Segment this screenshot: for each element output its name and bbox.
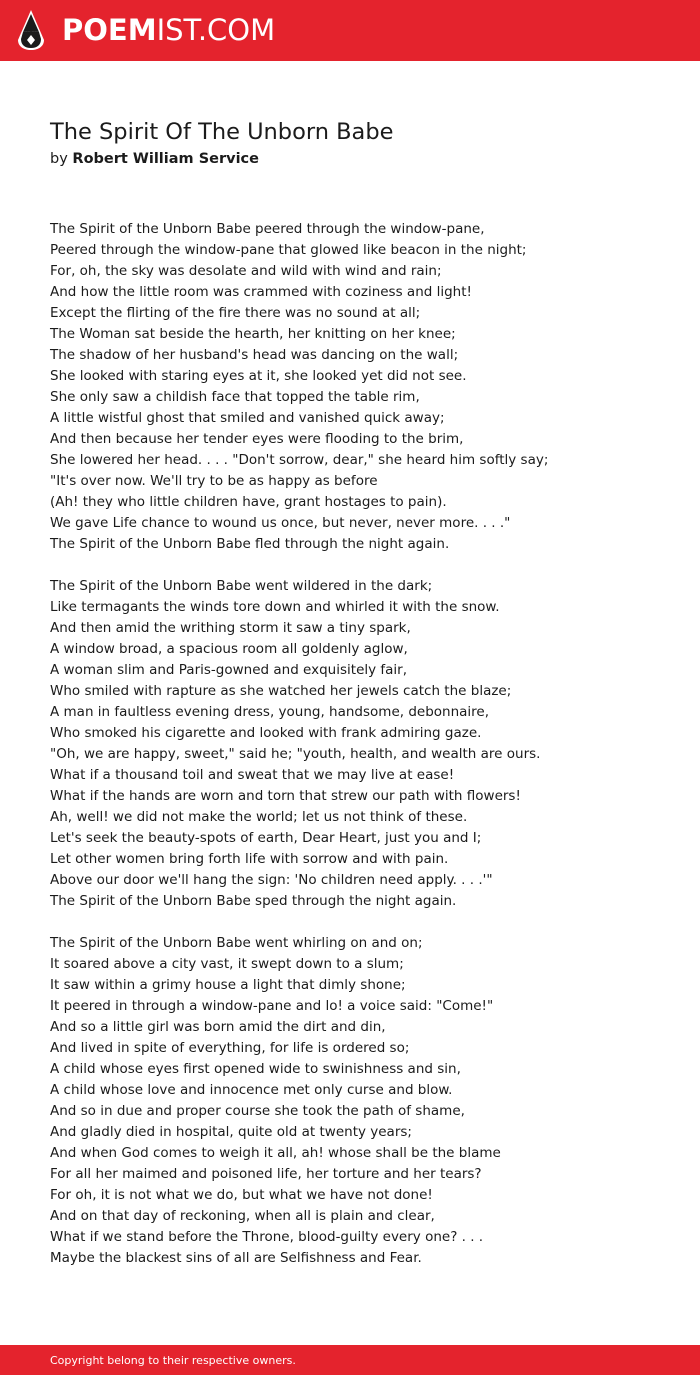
poem-line: A woman slim and Paris-gowned and exquisitely fair, — [50, 662, 408, 678]
poem-line: It peered in through a window-pane and lo! a voice said: "Come!" — [50, 998, 494, 1014]
poem-line: And how the little room was crammed with coziness and light! — [50, 284, 472, 300]
poem-line: Ah, well! we did not make the world; let us not think of these. — [50, 809, 468, 825]
poem-line: A window broad, a spacious room all goldenly aglow, — [50, 641, 408, 657]
site-header — [0, 0, 700, 61]
poem-line: What if a thousand toil and sweat that we may live at ease! — [50, 767, 455, 783]
poem-line: And gladly died in hospital, quite old at twenty years; — [50, 1124, 412, 1140]
poem-line: (Ah! they who little children have, grant hostages to pain). — [50, 494, 447, 510]
poem-line: Above our door we'll hang the sign: 'No children need apply. . . .'" — [50, 872, 493, 888]
poem-title: The Spirit Of The Unborn Babe — [50, 119, 394, 145]
poem-line: And so a little girl was born amid the dirt and din, — [50, 1019, 386, 1035]
poem-line: A child whose love and innocence met only curse and blow. — [50, 1082, 453, 1098]
logo-bold-text: POEM — [62, 13, 157, 47]
logo-light-text: IST.COM — [156, 13, 276, 47]
poem-line: She only saw a childish face that topped the table rim, — [50, 389, 420, 405]
poem-line: Except the flirting of the fire there was no sound at all; — [50, 305, 421, 321]
poem-line: The Woman sat beside the hearth, her knitting on her knee; — [50, 326, 456, 342]
poem-line: Who smoked his cigarette and looked with frank admiring gaze. — [50, 725, 482, 741]
stanza — [50, 933, 670, 1269]
poem-line: The shadow of her husband's head was dancing on the wall; — [50, 347, 459, 363]
poem-line: It soared above a city vast, it swept down to a slum; — [50, 956, 404, 972]
copyright-notice: Copyright belong to their respective owners. — [50, 1354, 296, 1367]
poem-line: She lowered her head. . . . "Don't sorrow, dear," she heard him softly say; — [50, 452, 549, 468]
poem-line: And so in due and proper course she took the path of shame, — [50, 1103, 465, 1119]
poem-line: A child whose eyes first opened wide to swinishness and sin, — [50, 1061, 461, 1077]
poem-line: For all her maimed and poisoned life, her torture and her tears? — [50, 1166, 482, 1182]
poem-line: What if the hands are worn and torn that strew our path with flowers! — [50, 788, 521, 804]
poem-line: And then because her tender eyes were flooding to the brim, — [50, 431, 464, 447]
poem-line: For oh, it is not what we do, but what we have not done! — [50, 1187, 433, 1203]
poem-line: The Spirit of the Unborn Babe peered through the window-pane, — [50, 221, 485, 237]
site-logo[interactable] — [62, 11, 275, 49]
poem-line: A little wistful ghost that smiled and vanished quick away; — [50, 410, 445, 426]
poem-line: For, oh, the sky was desolate and wild with wind and rain; — [50, 263, 442, 279]
poem-line: "Oh, we are happy, sweet," said he; "youth, health, and wealth are ours. — [50, 746, 541, 762]
poem-line: It saw within a grimy house a light that dimly shone; — [50, 977, 406, 993]
byline — [50, 149, 259, 169]
poem-line: Let's seek the beauty-spots of earth, Dear Heart, just you and I; — [50, 830, 482, 846]
site-footer — [0, 1345, 700, 1375]
poem-line: Peered through the window-pane that glowed like beacon in the night; — [50, 242, 527, 258]
author-name: Robert William Service — [72, 151, 259, 167]
poem-line: We gave Life chance to wound us once, but never, never more. . . ." — [50, 515, 511, 531]
poem-line: What if we stand before the Throne, blood-guilty every one? . . . — [50, 1229, 484, 1245]
stanza — [50, 576, 670, 912]
poem-line: She looked with staring eyes at it, she looked yet did not see. — [50, 368, 467, 384]
poem-line: The Spirit of the Unborn Babe went whirling on and on; — [50, 935, 423, 951]
poem-line: And when God comes to weigh it all, ah! whose shall be the blame — [50, 1145, 501, 1161]
poem-line: The Spirit of the Unborn Babe sped through the night again. — [50, 893, 457, 909]
stanza — [50, 219, 670, 555]
poem-body — [50, 219, 670, 1290]
poem-line: A man in faultless evening dress, young, handsome, debonnaire, — [50, 704, 490, 720]
poem-line: "It's over now. We'll try to be as happy as before — [50, 473, 378, 489]
poem-line: The Spirit of the Unborn Babe fled through the night again. — [50, 536, 450, 552]
poem-line: And lived in spite of everything, for life is ordered so; — [50, 1040, 410, 1056]
poem-line: And then amid the writhing storm it saw a tiny spark, — [50, 620, 411, 636]
byline-prefix: by — [50, 151, 68, 167]
poem-line: Like termagants the winds tore down and whirled it with the snow. — [50, 599, 500, 615]
poem-line: Let other women bring forth life with sorrow and with pain. — [50, 851, 449, 867]
poem-line: And on that day of reckoning, when all is plain and clear, — [50, 1208, 435, 1224]
poem-line: Who smiled with rapture as she watched her jewels catch the blaze; — [50, 683, 512, 699]
poem-line: The Spirit of the Unborn Babe went wildered in the dark; — [50, 578, 433, 594]
pencil-tip-icon[interactable] — [17, 10, 45, 50]
poem-line: Maybe the blackest sins of all are Selfishness and Fear. — [50, 1250, 422, 1266]
